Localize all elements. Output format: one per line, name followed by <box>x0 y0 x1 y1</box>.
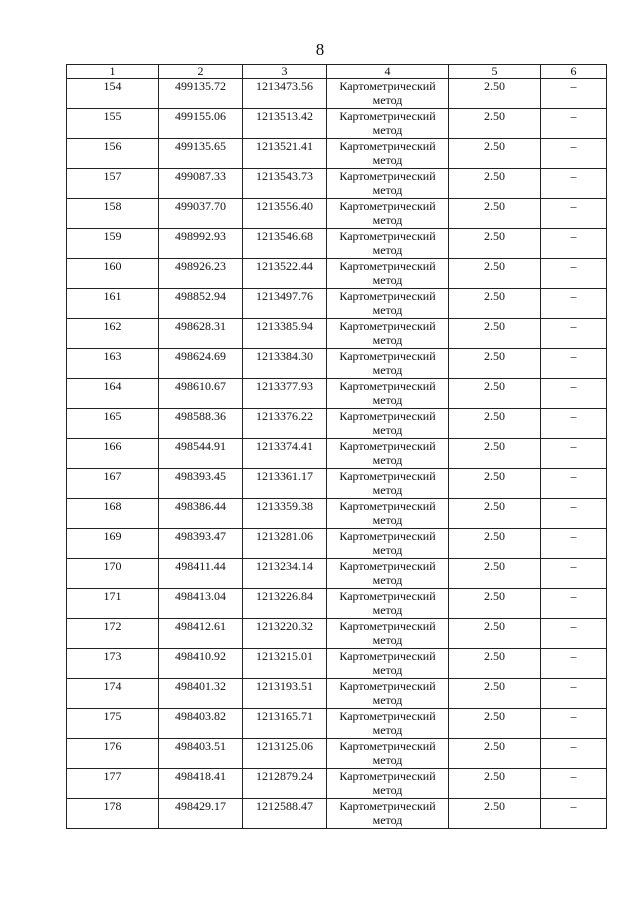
method-line-2: метод <box>372 153 403 167</box>
point-number-cell: 154 <box>67 79 159 109</box>
y-coordinate-cell: 1213234.14 <box>243 559 327 589</box>
method-line-1: Картометрический <box>339 649 436 663</box>
y-coordinate-cell: 1213361.17 <box>243 469 327 499</box>
table-row <box>67 619 607 649</box>
point-number-cell: 176 <box>67 739 159 769</box>
method-cell <box>327 259 449 289</box>
point-number-cell: 174 <box>67 679 159 709</box>
accuracy-cell: 2.50 <box>449 799 541 829</box>
y-coordinate-cell: 1213281.06 <box>243 529 327 559</box>
method-line-1: Картометрический <box>339 769 436 783</box>
y-coordinate-cell: 1213513.42 <box>243 109 327 139</box>
method-cell <box>327 199 449 229</box>
note-cell: – <box>541 79 607 109</box>
x-coordinate-cell: 498544.91 <box>159 439 243 469</box>
method-cell <box>327 559 449 589</box>
accuracy-cell: 2.50 <box>449 319 541 349</box>
table-row <box>67 259 607 289</box>
point-number-cell: 165 <box>67 409 159 439</box>
accuracy-cell: 2.50 <box>449 139 541 169</box>
x-coordinate-cell: 498429.17 <box>159 799 243 829</box>
method-cell <box>327 79 449 109</box>
method-line-1: Картометрический <box>339 799 436 813</box>
column-header-2: 2 <box>159 65 243 79</box>
x-coordinate-cell: 498411.44 <box>159 559 243 589</box>
accuracy-cell: 2.50 <box>449 649 541 679</box>
method-line-2: метод <box>372 573 403 587</box>
note-cell: – <box>541 799 607 829</box>
method-line-2: метод <box>372 753 403 767</box>
method-line-1: Картометрический <box>339 409 436 423</box>
y-coordinate-cell: 1213522.44 <box>243 259 327 289</box>
column-header-4: 4 <box>327 65 449 79</box>
accuracy-cell: 2.50 <box>449 619 541 649</box>
method-line-2: метод <box>372 783 403 797</box>
method-cell <box>327 649 449 679</box>
table-row <box>67 379 607 409</box>
note-cell: – <box>541 349 607 379</box>
method-cell <box>327 379 449 409</box>
accuracy-cell: 2.50 <box>449 769 541 799</box>
note-cell: – <box>541 529 607 559</box>
accuracy-cell: 2.50 <box>449 739 541 769</box>
note-cell: – <box>541 139 607 169</box>
y-coordinate-cell: 1213543.73 <box>243 169 327 199</box>
table-row <box>67 79 607 109</box>
table-row <box>67 709 607 739</box>
note-cell: – <box>541 619 607 649</box>
point-number-cell: 166 <box>67 439 159 469</box>
method-line-1: Картометрический <box>339 619 436 633</box>
method-cell <box>327 229 449 259</box>
table-row <box>67 319 607 349</box>
y-coordinate-cell: 1213384.30 <box>243 349 327 379</box>
table-row <box>67 289 607 319</box>
accuracy-cell: 2.50 <box>449 679 541 709</box>
table-row <box>67 499 607 529</box>
note-cell: – <box>541 229 607 259</box>
x-coordinate-cell: 499155.06 <box>159 109 243 139</box>
note-cell: – <box>541 649 607 679</box>
method-cell <box>327 169 449 199</box>
note-cell: – <box>541 589 607 619</box>
method-cell <box>327 289 449 319</box>
table-row <box>67 469 607 499</box>
method-line-1: Картометрический <box>339 289 436 303</box>
y-coordinate-cell: 1213374.41 <box>243 439 327 469</box>
method-line-1: Картометрический <box>339 229 436 243</box>
accuracy-cell: 2.50 <box>449 199 541 229</box>
table-row <box>67 229 607 259</box>
method-line-1: Картометрический <box>339 319 436 333</box>
method-line-1: Картометрический <box>339 349 436 363</box>
method-line-2: метод <box>372 333 403 347</box>
table-body <box>67 79 607 829</box>
point-number-cell: 170 <box>67 559 159 589</box>
column-header-6: 6 <box>541 65 607 79</box>
y-coordinate-cell: 1213125.06 <box>243 739 327 769</box>
accuracy-cell: 2.50 <box>449 379 541 409</box>
point-number-cell: 168 <box>67 499 159 529</box>
point-number-cell: 156 <box>67 139 159 169</box>
note-cell: – <box>541 199 607 229</box>
method-cell <box>327 109 449 139</box>
point-number-cell: 162 <box>67 319 159 349</box>
accuracy-cell: 2.50 <box>449 439 541 469</box>
method-line-2: метод <box>372 393 403 407</box>
method-line-1: Картометрический <box>339 169 436 183</box>
method-line-1: Картометрический <box>339 469 436 483</box>
x-coordinate-cell: 498628.31 <box>159 319 243 349</box>
note-cell: – <box>541 409 607 439</box>
x-coordinate-cell: 498588.36 <box>159 409 243 439</box>
y-coordinate-cell: 1213359.38 <box>243 499 327 529</box>
point-number-cell: 160 <box>67 259 159 289</box>
method-cell <box>327 709 449 739</box>
point-number-cell: 169 <box>67 529 159 559</box>
note-cell: – <box>541 709 607 739</box>
method-line-2: метод <box>372 363 403 377</box>
coordinates-table <box>66 64 607 829</box>
x-coordinate-cell: 498410.92 <box>159 649 243 679</box>
table-row <box>67 439 607 469</box>
x-coordinate-cell: 498403.82 <box>159 709 243 739</box>
table-row <box>67 409 607 439</box>
y-coordinate-cell: 1213473.56 <box>243 79 327 109</box>
point-number-cell: 158 <box>67 199 159 229</box>
note-cell: – <box>541 379 607 409</box>
method-line-1: Картометрический <box>339 739 436 753</box>
note-cell: – <box>541 679 607 709</box>
x-coordinate-cell: 499087.33 <box>159 169 243 199</box>
note-cell: – <box>541 319 607 349</box>
method-line-1: Картометрический <box>339 109 436 123</box>
method-line-2: метод <box>372 633 403 647</box>
accuracy-cell: 2.50 <box>449 709 541 739</box>
table-header <box>67 65 607 79</box>
method-line-1: Картометрический <box>339 439 436 453</box>
point-number-cell: 159 <box>67 229 159 259</box>
table-row <box>67 679 607 709</box>
note-cell: – <box>541 169 607 199</box>
method-line-1: Картометрический <box>339 199 436 213</box>
accuracy-cell: 2.50 <box>449 229 541 259</box>
method-line-2: метод <box>372 183 403 197</box>
note-cell: – <box>541 559 607 589</box>
x-coordinate-cell: 498926.23 <box>159 259 243 289</box>
method-cell <box>327 409 449 439</box>
point-number-cell: 173 <box>67 649 159 679</box>
accuracy-cell: 2.50 <box>449 499 541 529</box>
method-line-2: метод <box>372 273 403 287</box>
method-cell <box>327 469 449 499</box>
header-row <box>67 65 607 79</box>
method-line-2: метод <box>372 123 403 137</box>
note-cell: – <box>541 469 607 499</box>
table-row <box>67 349 607 379</box>
method-cell <box>327 139 449 169</box>
point-number-cell: 172 <box>67 619 159 649</box>
method-line-2: метод <box>372 723 403 737</box>
method-cell <box>327 739 449 769</box>
method-cell <box>327 679 449 709</box>
accuracy-cell: 2.50 <box>449 259 541 289</box>
x-coordinate-cell: 498610.67 <box>159 379 243 409</box>
method-line-2: метод <box>372 303 403 317</box>
method-line-2: метод <box>372 543 403 557</box>
point-number-cell: 155 <box>67 109 159 139</box>
note-cell: – <box>541 439 607 469</box>
table-row <box>67 109 607 139</box>
x-coordinate-cell: 499135.72 <box>159 79 243 109</box>
accuracy-cell: 2.50 <box>449 169 541 199</box>
accuracy-cell: 2.50 <box>449 349 541 379</box>
method-line-1: Картометрический <box>339 259 436 273</box>
method-line-2: метод <box>372 453 403 467</box>
note-cell: – <box>541 259 607 289</box>
point-number-cell: 175 <box>67 709 159 739</box>
point-number-cell: 167 <box>67 469 159 499</box>
note-cell: – <box>541 109 607 139</box>
x-coordinate-cell: 498852.94 <box>159 289 243 319</box>
y-coordinate-cell: 1213220.32 <box>243 619 327 649</box>
x-coordinate-cell: 498393.45 <box>159 469 243 499</box>
accuracy-cell: 2.50 <box>449 529 541 559</box>
point-number-cell: 161 <box>67 289 159 319</box>
y-coordinate-cell: 1213385.94 <box>243 319 327 349</box>
x-coordinate-cell: 498412.61 <box>159 619 243 649</box>
method-cell <box>327 799 449 829</box>
method-line-2: метод <box>372 483 403 497</box>
y-coordinate-cell: 1212588.47 <box>243 799 327 829</box>
y-coordinate-cell: 1213546.68 <box>243 229 327 259</box>
method-cell <box>327 499 449 529</box>
accuracy-cell: 2.50 <box>449 559 541 589</box>
table-row <box>67 139 607 169</box>
note-cell: – <box>541 769 607 799</box>
method-line-2: метод <box>372 693 403 707</box>
note-cell: – <box>541 739 607 769</box>
x-coordinate-cell: 498401.32 <box>159 679 243 709</box>
y-coordinate-cell: 1213226.84 <box>243 589 327 619</box>
note-cell: – <box>541 289 607 319</box>
point-number-cell: 177 <box>67 769 159 799</box>
y-coordinate-cell: 1212879.24 <box>243 769 327 799</box>
accuracy-cell: 2.50 <box>449 109 541 139</box>
x-coordinate-cell: 499135.65 <box>159 139 243 169</box>
y-coordinate-cell: 1213376.22 <box>243 409 327 439</box>
method-cell <box>327 589 449 619</box>
method-line-2: метод <box>372 213 403 227</box>
column-header-3: 3 <box>243 65 327 79</box>
method-line-1: Картометрический <box>339 559 436 573</box>
y-coordinate-cell: 1213521.41 <box>243 139 327 169</box>
x-coordinate-cell: 498403.51 <box>159 739 243 769</box>
method-cell <box>327 439 449 469</box>
method-line-1: Картометрический <box>339 709 436 723</box>
x-coordinate-cell: 498413.04 <box>159 589 243 619</box>
method-line-1: Картометрический <box>339 139 436 153</box>
accuracy-cell: 2.50 <box>449 469 541 499</box>
column-header-5: 5 <box>449 65 541 79</box>
method-line-2: метод <box>372 513 403 527</box>
x-coordinate-cell: 498393.47 <box>159 529 243 559</box>
method-line-2: метод <box>372 93 403 107</box>
method-line-1: Картометрический <box>339 589 436 603</box>
accuracy-cell: 2.50 <box>449 589 541 619</box>
method-line-2: метод <box>372 423 403 437</box>
point-number-cell: 171 <box>67 589 159 619</box>
page-number: 8 <box>315 40 325 59</box>
point-number-cell: 157 <box>67 169 159 199</box>
method-line-1: Картометрический <box>339 79 436 93</box>
accuracy-cell: 2.50 <box>449 79 541 109</box>
table-row <box>67 199 607 229</box>
method-line-2: метод <box>372 813 403 827</box>
method-line-1: Картометрический <box>339 679 436 693</box>
table-row <box>67 739 607 769</box>
y-coordinate-cell: 1213165.71 <box>243 709 327 739</box>
y-coordinate-cell: 1213377.93 <box>243 379 327 409</box>
table-row <box>67 589 607 619</box>
method-cell <box>327 319 449 349</box>
method-cell <box>327 769 449 799</box>
table-row <box>67 169 607 199</box>
x-coordinate-cell: 498992.93 <box>159 229 243 259</box>
x-coordinate-cell: 498418.41 <box>159 769 243 799</box>
table-row <box>67 559 607 589</box>
accuracy-cell: 2.50 <box>449 409 541 439</box>
x-coordinate-cell: 499037.70 <box>159 199 243 229</box>
method-line-1: Картометрический <box>339 529 436 543</box>
method-cell <box>327 349 449 379</box>
y-coordinate-cell: 1213193.51 <box>243 679 327 709</box>
note-cell: – <box>541 499 607 529</box>
method-cell <box>327 529 449 559</box>
method-line-1: Картометрический <box>339 379 436 393</box>
method-line-2: метод <box>372 663 403 677</box>
table-row <box>67 649 607 679</box>
point-number-cell: 178 <box>67 799 159 829</box>
accuracy-cell: 2.50 <box>449 289 541 319</box>
column-header-1: 1 <box>67 65 159 79</box>
method-line-2: метод <box>372 603 403 617</box>
x-coordinate-cell: 498624.69 <box>159 349 243 379</box>
method-cell <box>327 619 449 649</box>
y-coordinate-cell: 1213556.40 <box>243 199 327 229</box>
y-coordinate-cell: 1213497.76 <box>243 289 327 319</box>
y-coordinate-cell: 1213215.01 <box>243 649 327 679</box>
point-number-cell: 164 <box>67 379 159 409</box>
table-row <box>67 769 607 799</box>
table-row <box>67 799 607 829</box>
point-number-cell: 163 <box>67 349 159 379</box>
method-line-2: метод <box>372 243 403 257</box>
table-row <box>67 529 607 559</box>
method-line-1: Картометрический <box>339 499 436 513</box>
x-coordinate-cell: 498386.44 <box>159 499 243 529</box>
